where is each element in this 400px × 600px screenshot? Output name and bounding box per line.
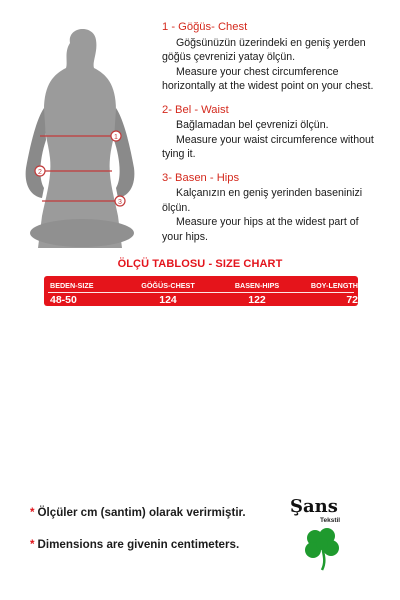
clover-icon (300, 526, 344, 572)
measure-waist-title: 2- Bel - Waist (162, 103, 229, 116)
measure-hips-tr-cont: ölçün. (162, 201, 191, 214)
note-tr-text: Ölçüler cm (santim) olarak verirmiştir. (37, 506, 246, 519)
measure-chest-en: Measure your chest circumference (176, 65, 339, 78)
body-measurement-figure (12, 28, 162, 248)
notes (30, 506, 246, 570)
measure-chest (162, 20, 394, 94)
header-chest: GÖĞÜS-CHEST (141, 280, 195, 290)
svg-text:1: 1 (114, 134, 118, 141)
brand-subtitle: Tekstil (320, 517, 341, 524)
note-tr (30, 506, 246, 519)
svg-text:2: 2 (38, 169, 42, 176)
measure-waist (162, 103, 394, 162)
cell-hips: 122 (248, 294, 266, 306)
measure-hips (162, 171, 394, 245)
note-star: * (30, 506, 35, 519)
cell-length: 72 (346, 294, 358, 306)
measure-chest-tr-cont: göğüs çevrenizi yatay ölçün. (162, 51, 296, 63)
measure-waist-en-cont: tying it. (162, 148, 196, 160)
svg-text:3: 3 (118, 199, 122, 206)
header-length: BOY-LENGTH (310, 280, 358, 290)
mannequin-silhouette (12, 28, 162, 248)
note-star: * (30, 538, 35, 551)
measure-waist-en: Measure your waist circumference without (176, 133, 374, 146)
measure-chest-en-cont: horizontally at the widest point on your chest. (162, 80, 374, 92)
marker-chest (111, 131, 121, 141)
marker-hips (115, 196, 125, 206)
note-en-text: Dimensions are givenin centimeters. (37, 538, 240, 551)
brand-name: Şans (290, 496, 338, 517)
size-chart-table (44, 276, 358, 306)
cell-size: 48-50 (50, 294, 77, 306)
header-hips: BASEN-HIPS (234, 280, 280, 290)
measure-hips-tr: Kalçanızın en geniş yerinden baseninizi (176, 187, 363, 199)
measure-chest-tr: Göğsünüzün üzerindeki en geniş yerden (176, 36, 366, 49)
brand-logo (286, 496, 356, 576)
note-en (30, 538, 246, 551)
measurement-instructions (162, 20, 394, 253)
measure-hips-title: 3- Basen - Hips (162, 171, 240, 184)
header-size: BEDEN-SIZE (50, 280, 94, 290)
measure-hips-en-cont: your hips. (162, 230, 208, 243)
size-chart-header-row (44, 278, 358, 292)
cell-chest: 124 (159, 294, 177, 306)
measure-hips-en: Measure your hips at the widest part of (176, 216, 359, 228)
size-chart-row (44, 293, 358, 307)
measure-waist-tr: Bağlamadan bel çevrenizi ölçün. (176, 119, 329, 131)
size-chart-divider (48, 292, 354, 293)
measure-chest-title: 1 - Göğüs- Chest (162, 21, 248, 33)
size-chart-title: ÖLÇÜ TABLOSU - SIZE CHART (117, 258, 283, 270)
marker-waist (35, 166, 45, 176)
